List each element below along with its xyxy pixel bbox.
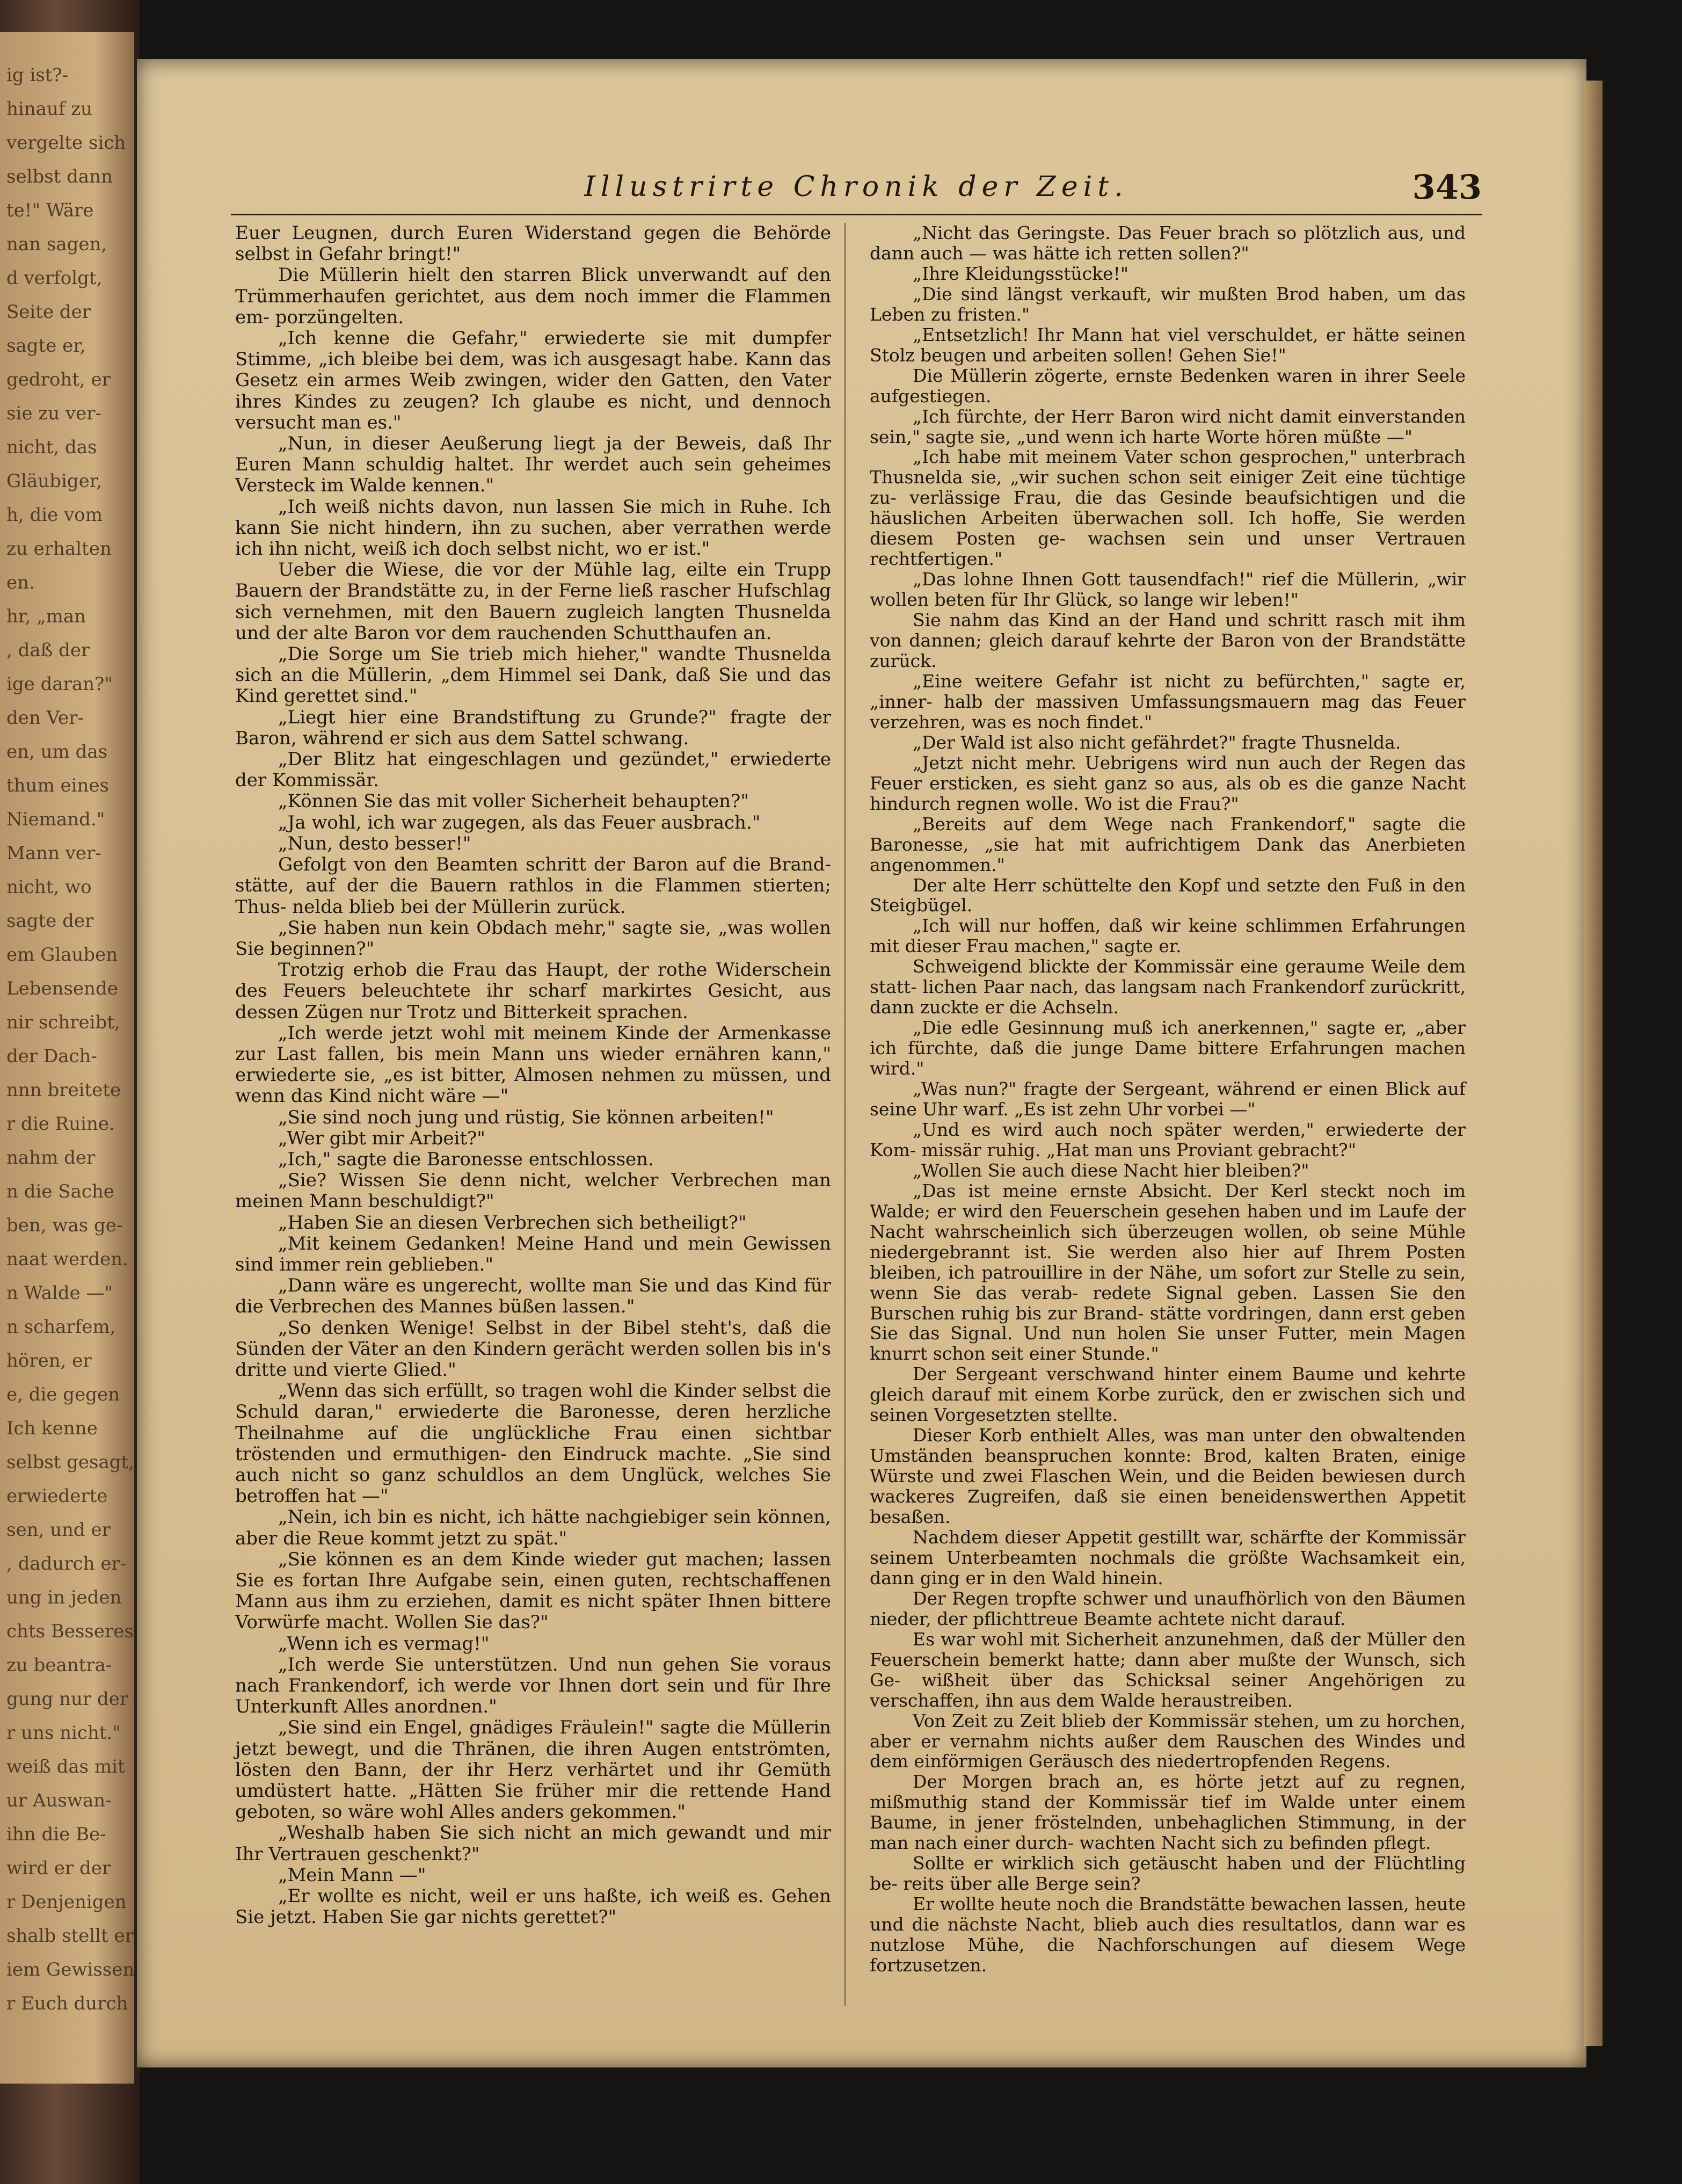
facing-page-fragment: der Dach-	[6, 1046, 97, 1067]
facing-page-fragment: sie zu ver-	[6, 403, 101, 424]
facing-page-fragment: r Denjenigen	[6, 1891, 127, 1913]
facing-page-fragment: weiß das mit	[6, 1756, 125, 1777]
paragraph: „Nun, desto besser!"	[278, 832, 471, 854]
facing-page-fragment: en.	[6, 572, 35, 593]
facing-page-fragment: em Glauben	[6, 944, 118, 966]
paragraph: „Die edle Gesinnung muß ich anerkennen," sagte er, „aber ich fürchte, daß die junge Dame bittere Erfahrungen machen wird."	[870, 1017, 1466, 1079]
paragraph: Ueber die Wiese, die vor der Mühle lag, eilte ein Trupp Bauern der Brandstätte zu, in der Ferne ließ rascher Hufschlag sich vernehmen, mit den Bauern zugleich langten Thusnelda und der alte Baron vor dem rauchenden Schutthaufen an.	[235, 559, 831, 644]
facing-page-fragment: ur Auswan-	[6, 1790, 112, 1811]
facing-page-fragment: sagte der	[6, 910, 94, 932]
paragraph: „Er wollte es nicht, weil er uns haßte, ich weiß es. Gehen Sie jetzt. Haben Sie gar nichts gerettet?"	[235, 1885, 831, 1928]
text-column-right	[870, 223, 1466, 1976]
facing-page-fragment: r uns nicht."	[6, 1722, 121, 1744]
paragraph: „Ich," sagte die Baronesse entschlossen.	[278, 1148, 654, 1170]
paragraph: „Entsetzlich! Ihr Mann hat viel verschuldet, er hätte seinen Stolz beugen und arbeiten sollen! Gehen Sie!"	[870, 324, 1466, 366]
facing-page-fragment: nnn breitete	[6, 1079, 121, 1101]
paragraph: „Ich habe mit meinem Vater schon gesprochen," unterbrach Thusnelda sie, „wir suchen schon seit einiger Zeit eine tüchtige zu- verlässige Frau, die das Gesinde beaufsichtigen und die häuslichen Arbeiten überwachen soll. Ich hoffe, Sie werden diesem Posten ge- wachsen sein und unser Vertrauen rechtfertigen."	[870, 446, 1466, 570]
paragraph: Die Müllerin hielt den starren Blick unverwandt auf den Trümmerhaufen gerichtet, aus dem noch immer die Flammen em- porzüngelten.	[235, 264, 831, 328]
paragraph: Der Sergeant verschwand hinter einem Baume und kehrte gleich darauf mit einem Korbe zurück, den er zwischen sich und seinen Vorgesetzten stellte.	[870, 1363, 1466, 1426]
facing-page-fragment: gedroht, er	[6, 369, 111, 390]
paragraph: Trotzig erhob die Frau das Haupt, der rothe Widerschein des Feuers beleuchtete ihr scharf markirtes Gesicht, aus dessen Zügen nur Trotz und Bitterkeit sprachen.	[235, 959, 831, 1023]
paragraph: „Wollen Sie auch diese Nacht hier bleiben?"	[913, 1159, 1309, 1181]
paragraph: „Nun, in dieser Aeußerung liegt ja der Beweis, daß Ihr Euren Mann schuldig haltet. Ihr werdet auch sein geheimes Versteck im Walde kennen."	[235, 433, 831, 497]
facing-page-fragment: n die Sache	[6, 1181, 114, 1202]
facing-page-fragment: n Walde —"	[6, 1282, 113, 1304]
facing-page-fragment: n scharfem,	[6, 1316, 116, 1338]
facing-page-fragment: r Euch durch	[6, 1993, 128, 2014]
paragraph: „Mein Mann —"	[278, 1864, 426, 1886]
facing-page-fragment: sen, und er	[6, 1519, 111, 1541]
facing-page-edge	[0, 32, 134, 2084]
facing-page-fragment: , dadurch er-	[6, 1553, 127, 1574]
page-number: 343	[1412, 168, 1482, 207]
paragraph: Gefolgt von den Beamten schritt der Baron auf die Brand- stätte, auf der die Bauern rathlos in die Flammen stierten; Thus- nelda blieb bei der Müllerin zurück.	[235, 854, 831, 918]
facing-page-fragment: hören, er	[6, 1350, 92, 1372]
paragraph: Von Zeit zu Zeit blieb der Kommissär stehen, um zu horchen, aber er vernahm nichts außer dem Rauschen des Windes und dem einförmigen Geräusch des niedertropfenden Regens.	[870, 1710, 1466, 1772]
facing-page-fragment: iem Gewissen	[6, 1959, 134, 1980]
paragraph: „Weshalb haben Sie sich nicht an mich gewandt und mir Ihr Vertrauen geschenkt?"	[235, 1822, 831, 1865]
running-title: Illustrirte Chronik der Zeit.	[584, 171, 1128, 203]
facing-page-fragment: vergelte sich	[6, 132, 126, 154]
header-rule	[231, 214, 1482, 215]
column-divider	[844, 223, 846, 2006]
paragraph: Nachdem dieser Appetit gestillt war, schärfte der Kommissär seinem Unterbeamten nochmals die größte Wachsamkeit ein, dann ging er in den Wald hinein.	[870, 1527, 1466, 1588]
paragraph: „Der Blitz hat eingeschlagen und gezündet," erwiederte der Kommissär.	[235, 749, 831, 792]
paragraph: Die Müllerin zögerte, ernste Bedenken waren in ihrer Seele aufgestiegen.	[870, 365, 1466, 407]
facing-page-fragment: Ich kenne	[6, 1418, 98, 1439]
facing-page-fragment: ung in jeden	[6, 1587, 122, 1608]
facing-page-fragment: naat werden.	[6, 1249, 128, 1270]
paragraph: „Und es wird auch noch später werden," erwiederte der Kom- missär ruhig. „Hat man uns Proviant gebracht?"	[870, 1119, 1466, 1160]
text-column-left	[235, 223, 831, 1928]
facing-page-fragment: nicht, das	[6, 437, 97, 458]
paragraph: „Das lohne Ihnen Gott tausendfach!" rief die Müllerin, „wir wollen beten für Ihr Glück, so lange wir leben!"	[870, 569, 1466, 611]
facing-page-fragment: shalb stellt er	[6, 1925, 134, 1947]
facing-page-fragment: ig ist?-	[6, 64, 69, 86]
page-header	[231, 168, 1482, 214]
paragraph: „Ihre Kleidungsstücke!"	[913, 263, 1129, 284]
facing-page-fragment: te!" Wäre	[6, 200, 94, 221]
paragraph: Es war wohl mit Sicherheit anzunehmen, daß der Müller den Feuerschein bemerkt hatte; dann aber mußte der Wunsch, sich Ge- wißheit über das Schicksal seiner Angehörigen zu verschaffen, ihn aus dem Walde heraustreiben.	[870, 1628, 1466, 1711]
paragraph: „Was nun?" fragte der Sergeant, während er einen Blick auf seine Uhr warf. „Es ist zehn Uhr vorbei —"	[870, 1078, 1466, 1120]
facing-page-fragment: sagte er,	[6, 335, 86, 357]
paragraph: „Der Wald ist also nicht gefährdet?" fragte Thusnelda.	[913, 731, 1401, 753]
paragraph: „Wer gibt mir Arbeit?"	[278, 1127, 485, 1149]
paragraph: „Ich kenne die Gefahr," erwiederte sie mit dumpfer Stimme, „ich bleibe bei dem, was ich ausgesagt habe. Kann das Gesetz ein armes Weib zwingen, wider den Gatten, den Vater ihres Kindes zu zeugen? Ich glaube es nicht, und dennoch versucht man es."	[235, 328, 831, 433]
paragraph: „Ja wohl, ich war zugegen, als das Feuer ausbrach."	[278, 811, 761, 833]
facing-page-fragment: Niemand."	[6, 809, 105, 830]
paragraph: „Ich will nur hoffen, daß wir keine schlimmen Erfahrungen mit dieser Frau machen," sagte er.	[870, 915, 1466, 957]
paragraph: „Nicht das Geringste. Das Feuer brach so plötzlich aus, und dann auch — was hätte ich retten sollen?"	[870, 222, 1466, 264]
facing-page-fragment: selbst gesagt,	[6, 1452, 134, 1473]
paragraph: „Ich fürchte, der Herr Baron wird nicht damit einverstanden sein," sagte sie, „und wenn ich harte Worte hören müßte —"	[870, 405, 1466, 447]
paragraph: „Wenn das sich erfüllt, so tragen wohl die Kinder selbst die Schuld daran," erwiederte die Baronesse, deren herzliche Theilnahme auf die unglückliche Frau einen sichtbar tröstenden und ermuthigen- den Eindruck machte. „Sie sind auch nicht so ganz schuldlos an dem Unglück, welches Sie betroffen hat —"	[235, 1380, 831, 1507]
facing-page-fragment: selbst dann	[6, 166, 113, 187]
facing-page-fragment: hr, „man	[6, 606, 86, 627]
paragraph: „Sie sind ein Engel, gnädiges Fräulein!" sagte die Müllerin jetzt bewegt, und die Thränen, die ihren Augen entströmten, lösten den Bann, der ihr Herz verhärtet und ihr Gemüth umdüstert hatte. „Hätten Sie früher mir die rettende Hand geboten, so wäre wohl Alles anders gekommen."	[235, 1717, 831, 1823]
facing-page-fragment: r die Ruine.	[6, 1113, 115, 1135]
paragraph: „Sie können es an dem Kinde wieder gut machen; lassen Sie es fortan Ihre Aufgabe sein, einen guten, rechtschaffenen Mann aus ihm zu erziehen, damit es nicht später Ihnen bittere Vorwürfe macht. Wollen Sie das?"	[235, 1548, 831, 1634]
facing-page-fragment: wird er der	[6, 1858, 111, 1879]
paragraph: „Eine weitere Gefahr ist nicht zu befürchten," sagte er, „inner- halb der massiven Umfassungsmauern mag das Feuer verzehren, was es noch findet."	[870, 670, 1466, 732]
paragraph: „Dann wäre es ungerecht, wollte man Sie und das Kind für die Verbrechen des Mannes büßen lassen."	[235, 1275, 831, 1318]
paragraph: „Ich werde jetzt wohl mit meinem Kinde der Armenkasse zur Last fallen, bis mein Mann uns wieder ernähren kann," erwiederte sie, „es ist bitter, Almosen nehmen zu müssen, und wenn das Kind nicht wäre —"	[235, 1022, 831, 1107]
paragraph: „Haben Sie an diesen Verbrechen sich betheiligt?"	[278, 1211, 747, 1234]
paragraph: „Die Sorge um Sie trieb mich hieher," wandte Thusnelda sich an die Müllerin, „dem Himmel sei Dank, daß Sie und das Kind gerettet sind."	[235, 643, 831, 707]
facing-page-fragment: den Ver-	[6, 707, 84, 729]
facing-page-fragment: ige daran?"	[6, 673, 113, 695]
paragraph: Euer Leugnen, durch Euren Widerstand gegen die Behörde selbst in Gefahr bringt!"	[235, 222, 831, 265]
facing-page-fragment: nicht, wo	[6, 876, 92, 898]
paragraph: „Jetzt nicht mehr. Uebrigens wird nun auch der Regen das Feuer ersticken, es sieht ganz so aus, als ob es die ganze Nacht hindurch regnen wolle. Wo ist die Frau?"	[870, 752, 1466, 814]
paragraph: Schweigend blickte der Kommissär eine geraume Weile dem statt- lichen Paar nach, das langsam nach Frankendorf zurückritt, dann zuckte er die Achseln.	[870, 956, 1466, 1018]
facing-page-fragment: Lebensende	[6, 978, 118, 999]
paragraph: „Ich werde Sie unterstützen. Und nun gehen Sie voraus nach Frankendorf, ich werde vor Ihnen dort sein und für Ihre Unterkunft Alles anordnen."	[235, 1653, 831, 1718]
paragraph: Sie nahm das Kind an der Hand und schritt rasch mit ihm von dannen; gleich darauf kehrte der Baron von der Brandstätte zurück.	[870, 610, 1466, 672]
facing-page-fragment: e, die gegen	[6, 1384, 120, 1405]
facing-page-fragment: zu beantra-	[6, 1655, 112, 1676]
facing-page-fragment: gung nur der	[6, 1688, 129, 1710]
facing-page-fragment: thum eines	[6, 775, 109, 796]
facing-page-fragment: en, um das	[6, 741, 108, 763]
facing-page-fragment: nir schreibt,	[6, 1012, 120, 1033]
paragraph: Der Regen tropfte schwer und unaufhörlich von den Bäumen nieder, der pflichttreue Beamte achtete nicht darauf.	[870, 1587, 1466, 1629]
paragraph: Dieser Korb enthielt Alles, was man unter den obwaltenden Umständen beanspruchen konnte: Brod, kalten Braten, einige Würste und zwei Flaschen Wein, und die Beiden bewiesen durch wackeres Zugreifen, daß sie einen beneidenswerthen Appetit besaßen.	[870, 1425, 1466, 1528]
facing-page-fragment: Seite der	[6, 301, 91, 323]
facing-page-fragment: nahm der	[6, 1147, 96, 1169]
paragraph: Er wollte heute noch die Brandstätte bewachen lassen, heute und die nächste Nacht, blieb auch dies resultatlos, dann war es nutzlose Mühe, die Nachforschungen auf diesem Wege fortzusetzen.	[870, 1893, 1466, 1976]
facing-page-fragment: nan sagen,	[6, 234, 107, 255]
paragraph: „Wenn ich es vermag!"	[278, 1632, 490, 1655]
paragraph: Der alte Herr schüttelte den Kopf und setzte den Fuß in den Steigbügel.	[870, 874, 1466, 916]
paragraph: „Nein, ich bin es nicht, ich hätte nachgiebiger sein können, aber die Reue kommt jetzt zu spät."	[235, 1506, 831, 1549]
paragraph: „Bereits auf dem Wege nach Frankendorf," sagte die Baronesse, „sie hat mit aufrichtigem Dank das Anerbieten angenommen."	[870, 813, 1466, 875]
facing-page-fragment: , daß der	[6, 640, 90, 661]
facing-page-fragment: Gläubiger,	[6, 470, 103, 492]
paragraph: „Das ist meine ernste Absicht. Der Kerl steckt noch im Walde; er wird den Feuerschein gesehen haben und im Laufe der Nacht wahrscheinlich sich überzeugen wollen, ob seine Mühle niedergebrannt ist. Sie werden also hier auf Ihrem Posten bleiben, ich patrouillire in der Nähe, um sofort zur Stelle zu sein, wenn Sie das verab- redete Signal geben. Lassen Sie den Burschen ruhig bis zur Brand- stätte vordringen, dann erst geben Sie das Signal. Und nun holen Sie unser Futter, mein Magen knurrt schon seit einer Stunde."	[870, 1180, 1466, 1365]
facing-page-fragment: ihn die Be-	[6, 1824, 106, 1845]
facing-page-fragment: hinauf zu	[6, 98, 93, 120]
paragraph: Sollte er wirklich sich getäuscht haben und der Flüchtling be- reits über alle Berge sein?	[870, 1853, 1466, 1895]
facing-page-fragment: d verfolgt,	[6, 267, 103, 289]
facing-page-fragment: ben, was ge-	[6, 1215, 123, 1236]
paragraph: „Ich weiß nichts davon, nun lassen Sie mich in Ruhe. Ich kann Sie nicht hindern, ihn zu suchen, aber verrathen werde ich ihn nicht, weiß ich doch selbst nicht, wo er ist."	[235, 496, 831, 560]
paragraph: „Sie? Wissen Sie denn nicht, welcher Verbrechen man meinen Mann beschuldigt?"	[235, 1170, 831, 1213]
facing-page-fragment: chts Besseres	[6, 1621, 134, 1642]
facing-page-fragment: h, die vom	[6, 504, 103, 526]
facing-page-fragment: erwiederte	[6, 1485, 108, 1507]
paragraph: „Sie sind noch jung und rüstig, Sie können arbeiten!"	[278, 1106, 774, 1128]
paragraph: „Die sind längst verkauft, wir mußten Brod haben, um das Leben zu fristen."	[870, 283, 1466, 325]
paragraph: „Können Sie das mit voller Sicherheit behaupten?"	[278, 790, 749, 812]
paragraph: „Sie haben nun kein Obdach mehr," sagte sie, „was wollen Sie beginnen?"	[235, 917, 831, 960]
facing-page-fragment: zu erhalten	[6, 538, 112, 560]
paragraph: „Liegt hier eine Brandstiftung zu Grunde?" fragte der Baron, während er sich aus dem Sattel schwang.	[235, 706, 831, 749]
paragraph: Der Morgen brach an, es hörte jetzt auf zu regnen, mißmuthig stand der Kommissär tief im Walde unter einem Baume, in jener fröstelnden, unbehaglichen Stimmung, in der man nach einer durch- wachten Nacht sich zu befinden pflegt.	[870, 1771, 1466, 1854]
paragraph: „Mit keinem Gedanken! Meine Hand und mein Gewissen sind immer rein geblieben."	[235, 1232, 831, 1275]
page-edge	[1584, 81, 1603, 2046]
facing-page-fragment: Mann ver-	[6, 843, 101, 864]
paragraph: „So denken Wenige! Selbst in der Bibel steht's, daß die Sünden der Väter an den Kindern gerächt werden sollen bis in's dritte und vierte Glied."	[235, 1317, 831, 1381]
